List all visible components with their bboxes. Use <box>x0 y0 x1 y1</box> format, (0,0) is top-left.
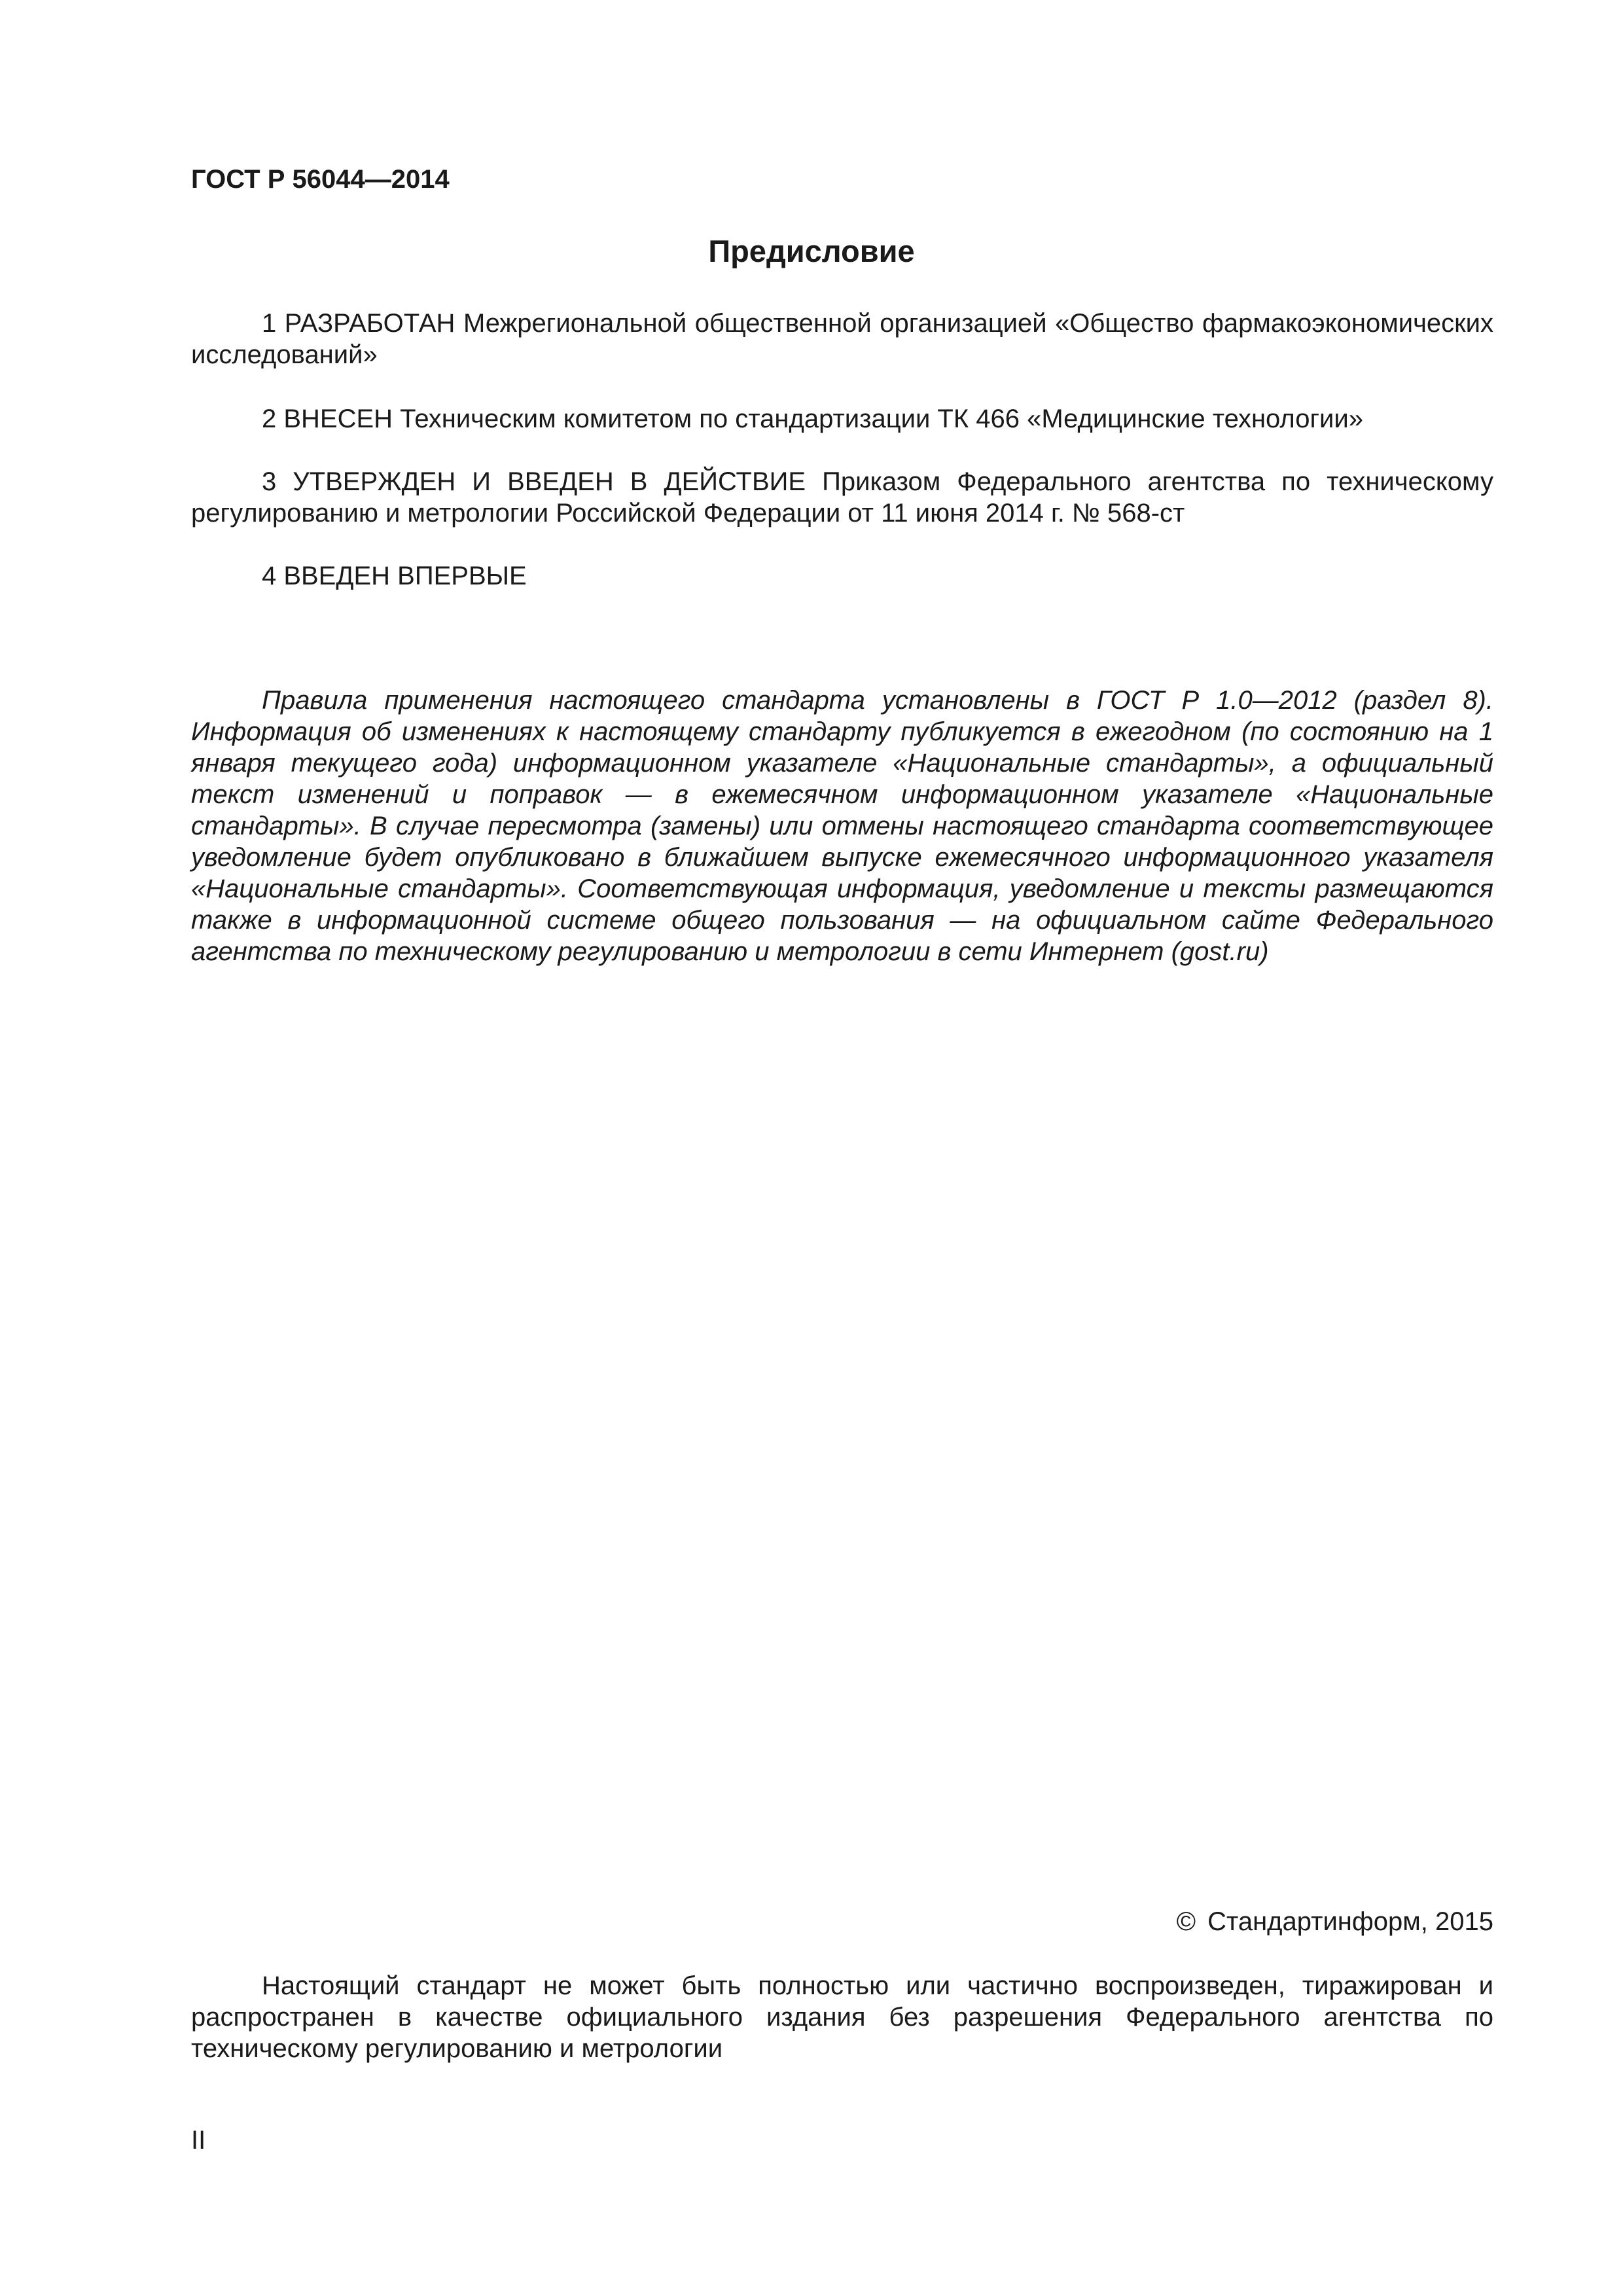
copyright-text: Стандартинформ, 2015 <box>1207 1907 1493 1936</box>
section-title: Предисловие <box>708 234 915 268</box>
preface-item-2: 2 ВНЕСЕН Техническим комитетом по стандартизации ТК 466 «Медицинские технологии» <box>262 404 1363 433</box>
preface-item-4: 4 ВВЕДЕН ВПЕРВЫЕ <box>262 562 527 590</box>
copyright-line <box>191 1906 1493 1937</box>
copyright-icon: © <box>1176 1907 1196 1936</box>
standard-code: ГОСТ Р 56044—2014 <box>191 165 450 194</box>
legal-notice: Настоящий стандарт не может быть полностью или частично воспроизведен, тиражирован и распространен в качестве официального издания без разрешения Федерального агентства по техническому регулированию и метрологии <box>191 1971 1493 2063</box>
application-rules-note: Правила применения настоящего стандарта установлены в ГОСТ Р 1.0—2012 (раздел 8). Информация об изменениях к настоящему стандарту публикуется в ежегодном (по состоянию на 1 января текущего года) информационном указателе «Национальные стандарты», а официальный текст изменений и поправок — в ежемесячном информационном указателе «Национальные стандарты». В случае пересмотра (замены) или отмены настоящего стандарта соответствующее уведомление будет опубликовано в ближайшем выпуске ежемесячного информационного указателя «Национальные стандарты». Соответствующая информация, уведомление и тексты размещаются также в информационной системе общего пользования — на официальном сайте Федерального агентства по техническому регулированию и метрологии в сети Интернет (gost.ru) <box>191 686 1493 966</box>
page-number: II <box>191 2126 206 2155</box>
preface-item-1: 1 РАЗРАБОТАН Межрегиональной общественной организацией «Общество фармакоэкономических исследований» <box>191 309 1493 369</box>
preface-item-3: 3 УТВЕРЖДЕН И ВВЕДЕН В ДЕЙСТВИЕ Приказом Федерального агентства по техническому регулированию и метрологии Российской Федерации от 11 июня 2014 г. № 568-ст <box>191 467 1493 528</box>
